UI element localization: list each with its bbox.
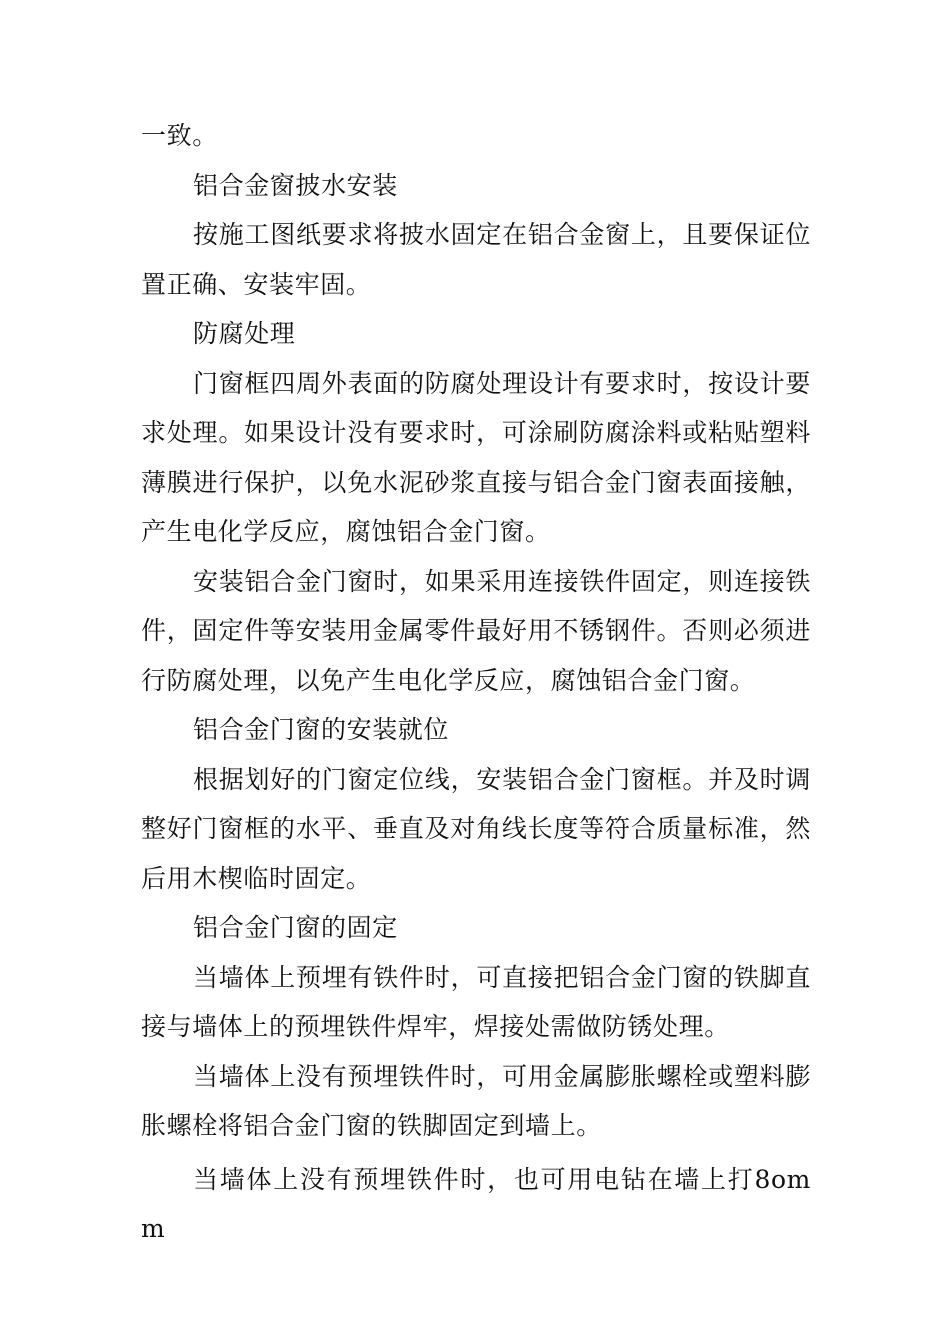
body-paragraph-positioning: 根据划好的门窗定位线，安装铝合金门窗框。并及时调整好门窗框的水平、垂直及对角线长度等符合质量标准，然后用木楔临时固定。 bbox=[141, 764, 811, 893]
body-paragraph-expansion-bolt: 当墙体上没有预埋铁件时，可用金属膨胀螺栓或塑料膨胀螺栓将铝合金门窗的铁脚固定到墙上。 bbox=[141, 1061, 811, 1140]
body-paragraph-connectors: 安装铝合金门窗时，如果采用连接铁件固定，则连接铁件，固定件等安装用金属零件最好用不锈钢件。否则必须进行防腐处理，以免产生电化学反应，腐蚀铝合金门窗。 bbox=[141, 566, 811, 695]
body-paragraph-embedded-iron: 当墙体上预埋有铁件时，可直接把铝合金门窗的铁脚直接与墙体上的预埋铁件焊牢，焊接处需做防锈处理。 bbox=[141, 962, 811, 1041]
section-heading-flashing: 铝合金窗披水安装 bbox=[193, 170, 398, 200]
body-paragraph-drill: 当墙体上没有预埋铁件时，也可用电钻在墙上打8omm bbox=[141, 1164, 811, 1243]
document-body bbox=[141, 111, 811, 1254]
section-heading-fixing: 铝合金门窗的固定 bbox=[193, 913, 398, 942]
body-paragraph-flashing: 按施工图纸要求将披水固定在铝合金窗上，且要保证位置正确、安装牢固。 bbox=[141, 220, 811, 299]
continuation-paragraph: 一致。 bbox=[141, 121, 218, 150]
section-heading-anticorrosion: 防腐处理 bbox=[193, 319, 296, 348]
body-paragraph-anticorrosion: 门窗框四周外表面的防腐处理设计有要求时，按设计要求处理。如果设计没有要求时，可涂刷防腐涂料或粘贴塑料薄膜进行保护，以免水泥砂浆直接与铝合金门窗表面接触，产生电化学反应，腐蚀铝合金门窗。 bbox=[141, 368, 811, 546]
section-heading-positioning: 铝合金门窗的安装就位 bbox=[193, 715, 450, 744]
